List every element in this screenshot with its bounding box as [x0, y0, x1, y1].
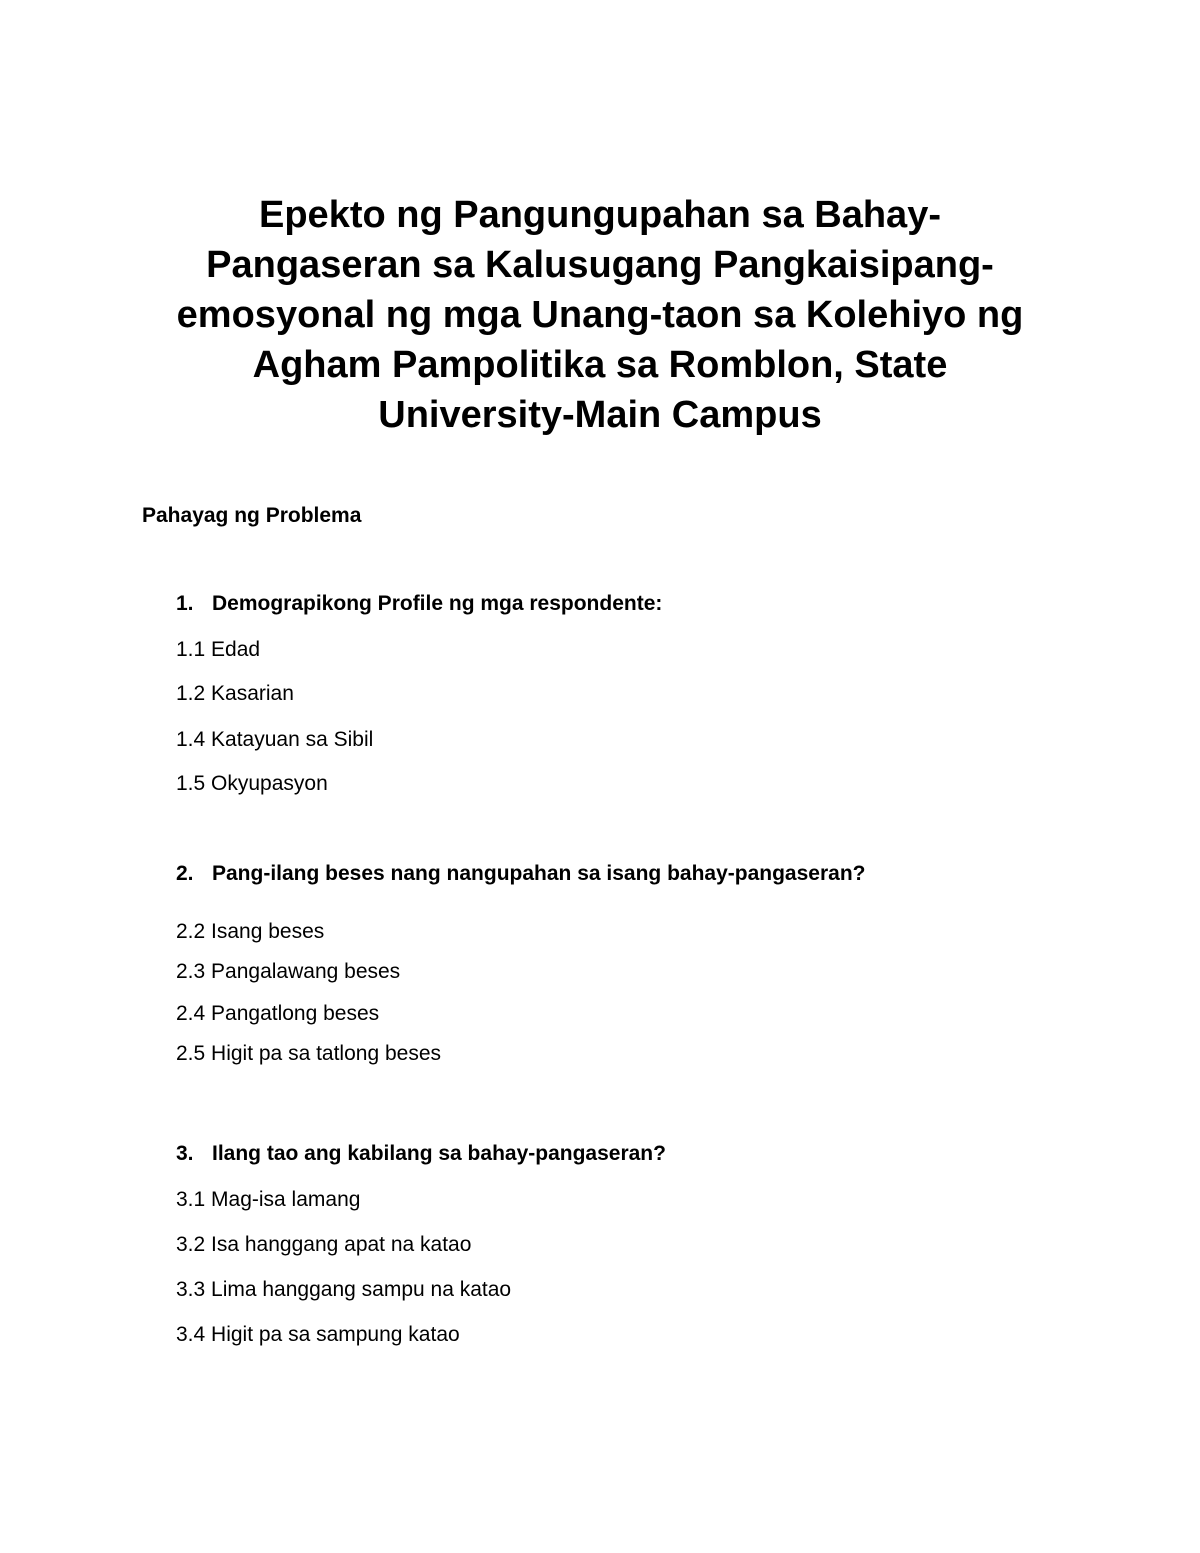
option-item: 1.5 Okyupasyon	[176, 772, 328, 795]
question-1	[176, 590, 662, 618]
question-text: Ilang tao ang kabilang sa bahay-pangaseran?	[212, 1142, 666, 1165]
section-heading: Pahayag ng Problema	[142, 504, 362, 527]
title-line: Agham Pampolitika sa Romblon, State	[252, 344, 948, 386]
title-line: Pangaseran sa Kalusugang Pangkaisipang-	[206, 244, 994, 286]
question-text: Demograpikong Profile ng mga respondente:	[212, 592, 663, 615]
question-3	[176, 1140, 666, 1168]
title-line: emosyonal ng mga Unang-taon sa Kolehiyo ng	[176, 294, 1024, 336]
option-item: 2.2 Isang beses	[176, 920, 325, 943]
option-item: 3.2 Isa hanggang apat na katao	[176, 1233, 472, 1256]
question-text: Pang-ilang beses nang nangupahan sa isang bahay-pangaseran?	[212, 862, 866, 885]
option-item: 3.3 Lima hanggang sampu na katao	[176, 1278, 512, 1301]
question-number: 3.	[176, 1142, 194, 1165]
option-item: 1.1 Edad	[176, 638, 261, 661]
option-item: 3.4 Higit pa sa sampung katao	[176, 1323, 460, 1346]
title-line: Epekto ng Pangungupahan sa Bahay-	[259, 194, 941, 236]
title-line: University-Main Campus	[378, 394, 822, 436]
option-item: 1.4 Katayuan sa Sibil	[176, 728, 374, 751]
document-title	[130, 190, 1070, 440]
option-item: 3.1 Mag-isa lamang	[176, 1188, 361, 1211]
question-2	[176, 860, 865, 888]
option-item: 2.5 Higit pa sa tatlong beses	[176, 1042, 442, 1065]
question-number: 2.	[176, 862, 194, 885]
option-item: 2.3 Pangalawang beses	[176, 960, 401, 983]
option-item: 2.4 Pangatlong beses	[176, 1002, 380, 1025]
question-number: 1.	[176, 592, 194, 615]
option-item: 1.2 Kasarian	[176, 682, 294, 705]
